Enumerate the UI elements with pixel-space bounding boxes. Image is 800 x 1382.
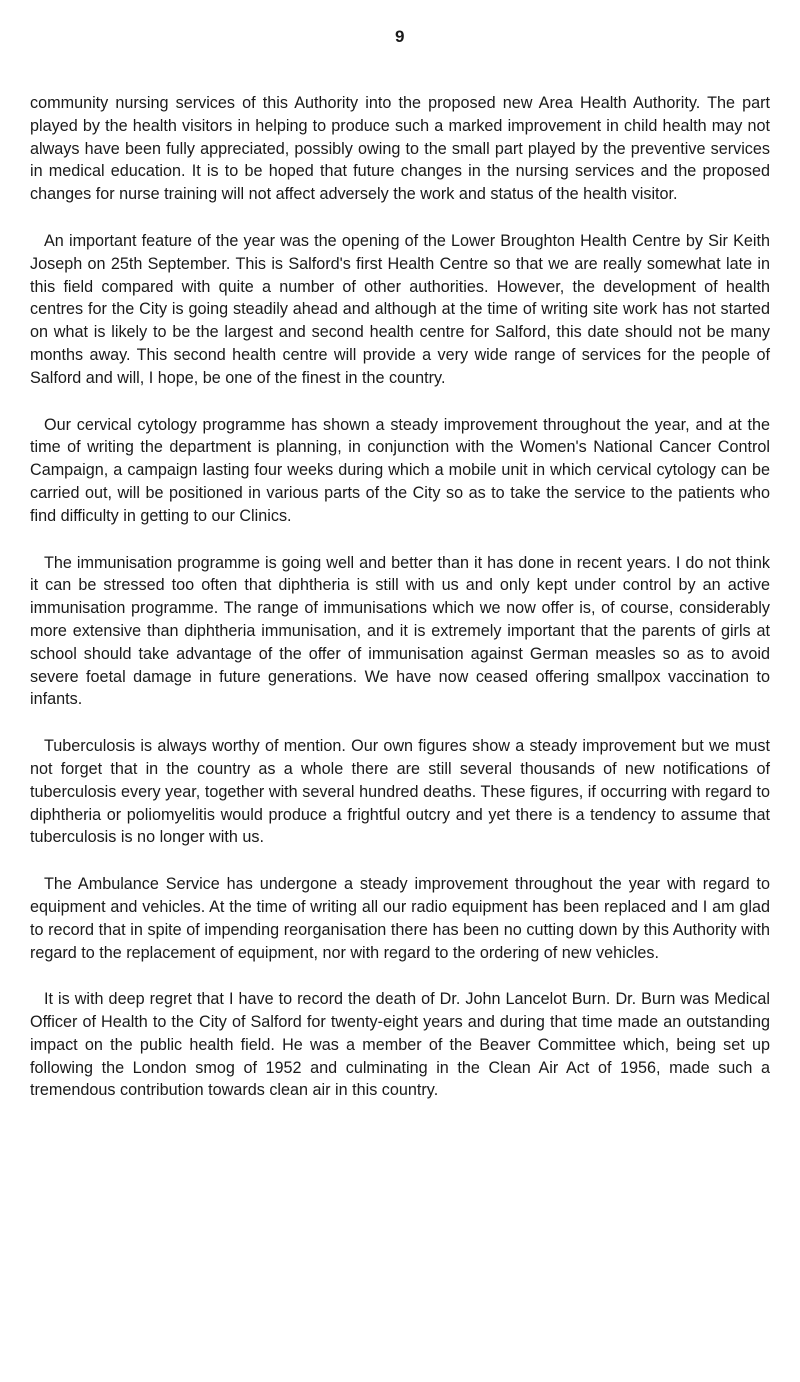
paragraph-health-visitors: community nursing services of this Authority into the proposed new Area Health Authority. The part played by the health visitors in helping to produce such a marked improvement in child health may not always have been fully appreciated, possibly owing to the small part played by the preventive services in medical education. It is to be hoped that future changes in the nursing services and the proposed changes for nurse training will not affect adversely the work and status of the health visitor. — [30, 94, 770, 204]
paragraph-health-centre: An important feature of the year was the opening of the Lower Broughton Health Centre by Sir Keith Joseph on 25th September. This is Salford's first Health Centre so that we are really somewhat late in this field compared with quite a number of other authorities. However, the development of health centres for the City is going steadily ahead and although at the time of writing site work has not started on what is likely to be the largest and second health centre for Salford, this date should not be many months away. This second health centre will provide a very wide range of services for the people of Salford and will, I hope, be one of the finest in the country. — [30, 231, 770, 387]
body-text — [30, 92, 770, 1126]
paragraph-immunisation: The immunisation programme is going well and better than it has done in recent years. I do not think it can be stressed too often that diphtheria is still with us and only kept under control by an active immunisation programme. The range of immunisations which we now offer is, of course, considerably more extensive than diphtheria immunisation, and it is extremely important that the parents of girls at school should take advantage of the offer of immunisation against German measles so as to avoid severe foetal damage in future generations. We have now ceased offering smallpox vaccination to infants. — [30, 553, 770, 709]
paragraph-cervical-cytology: Our cervical cytology programme has shown a steady improvement throughout the year, and at the time of writing the department is planning, in conjunction with the Women's National Cancer Control Campaign, a campaign lasting four weeks during which a mobile unit in which cervical cytology can be carried out, will be positioned in various parts of the City so as to take the service to the patients who find difficulty in getting to our Clinics. — [30, 415, 770, 525]
paragraph-ambulance-service: The Ambulance Service has undergone a steady improvement throughout the year with regard to equipment and vehicles. At the time of writing all our radio equipment has been replaced and I am glad to record that in spite of impending reorganisation there has been no cutting down by this Authority with regard to the replacement of equipment, nor with regard to the ordering of new vehicles. — [30, 875, 770, 962]
page-number: 9 — [395, 27, 405, 46]
paragraph-dr-burn: It is with deep regret that I have to record the death of Dr. John Lancelot Burn. Dr. Burn was Medical Officer of Health to the City of Salford for twenty-eight years and during that time made an outstanding impact on the public health field. He was a member of the Beaver Committee which, being set up following the London smog of 1952 and culminating in the Clean Air Act of 1956, made such a tremendous contribution towards clean air in this country. — [30, 990, 770, 1100]
paragraph-tuberculosis: Tuberculosis is always worthy of mention. Our own figures show a steady improvement but we must not forget that in the country as a whole there are still several thousands of new notifications of tuberculosis every year, together with several hundred deaths. These figures, if occurring with regard to diphtheria or poliomyelitis would produce a frightful outcry and yet there is a tendency to assume that tuberculosis is no longer with us. — [30, 737, 770, 847]
